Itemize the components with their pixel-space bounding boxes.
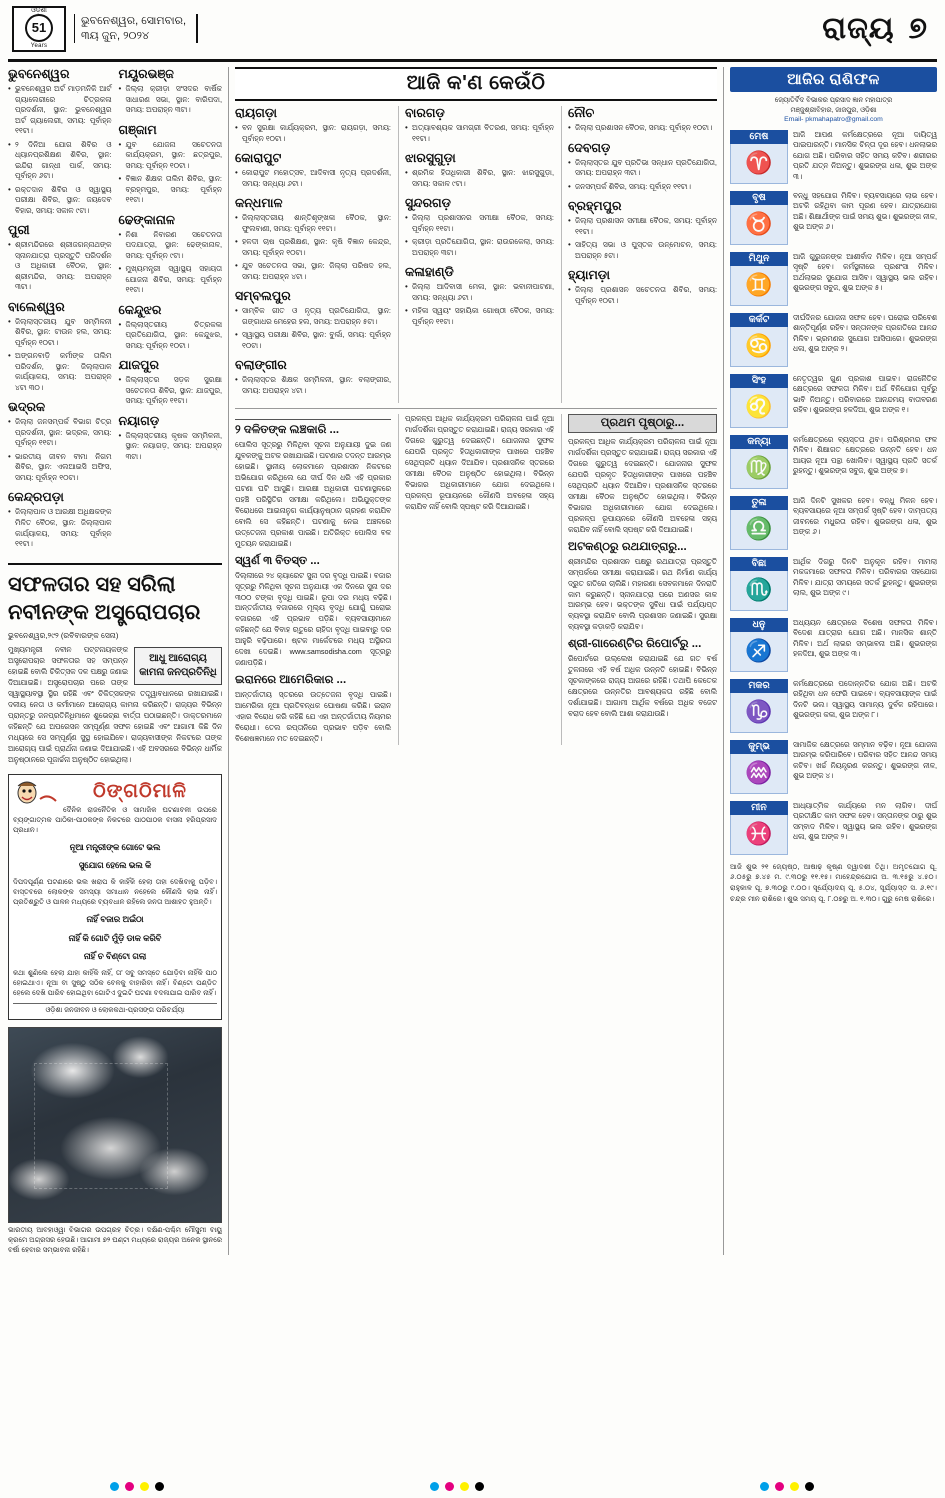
list-item: • ସ୍ୱାସ୍ଥ୍ୟ ପରୀକ୍ଷା ଶିବିର, ସ୍ଥାନ: ବୁର୍ଲା, ସମୟ: ପୂର୍ବାହ୍ନ ୧୦ଟା। <box>235 330 391 351</box>
city-event-list <box>8 240 112 293</box>
city-event-list <box>405 168 554 189</box>
masthead-right <box>822 12 933 46</box>
center-events-columns <box>235 106 717 403</box>
city-block <box>119 303 223 352</box>
list-item: • ବନ ସୁରକ୍ଷା କାର୍ଯ୍ୟକ୍ରମ, ସ୍ଥାନ: ରାୟଗଡ଼ା, ସମୟ: ପୂର୍ବାହ୍ନ ୧୦ଟା। <box>235 123 391 144</box>
city-block <box>8 67 112 216</box>
sign-name: ବୃଷ <box>730 191 788 205</box>
list-item: • ଭାରତୀୟ ଜୀବନ ବୀମା ନିଗମ ଶିବିର, ସ୍ଥାନ: ଏଲଆଇସି ଅଫିସ, ସମୟ: ପୂର୍ବାହ୍ନ ୧୦ଟା। <box>8 452 112 484</box>
city-block <box>119 67 223 116</box>
city-heading: ବାରଗଡ଼ <box>405 106 445 120</box>
sign-badge <box>730 252 788 306</box>
sign-name: ମେଷ <box>730 130 788 144</box>
cartoon-closing: କଥା ଶୁଣିଲେ ହେଲା ଯାହା କାହିଁକି ନାହିଁ, ତା' ସବୁ ସମସ୍ତେ ଯୋଡ଼ିବା ନାହିଁକି ପାଠ ହୋଇଥାଏ। ନୂଆ ବା ସୁଷ୍ଠୁ ସଠିକ ବେଳକୁ ବାହାରିବା ନାହିଁ। ବିଣ୍ଟୋ ପଣ୍ଡିତ ହେଲେ ଦେଖି ପାରିବ ହୋଇଥିବା ଗୋଟିଏ ଦୁଇଟି ଘଟଣା ବଦଳାଯାଇ ପାରିବ ନାହିଁ। <box>13 969 217 997</box>
article-body: ପ୍ରକଳ୍ପ ଆଧିକ କାର୍ଯ୍ୟକ୍ରମ ପରିଚାଳନା ପାଇଁ ନୂଆ ମାର୍ଗଦର୍ଶିକା ପ୍ରସ୍ତୁତ କରାଯାଇଛି। ରାଜ୍ୟ ସରକାର ଏହି ଦିଗରେ ଗୁରୁତ୍ୱ ଦେଇଛନ୍ତି। ଯୋଜନାର ସୁଫଳ ଯେପରି ପ୍ରକୃତ ହିତାଧିକାରୀଙ୍କ ପାଖରେ ପହଞ୍ଚିବ ସେଥିପ୍ରତି ଧ୍ୟାନ ଦିଆଯିବ। ପ୍ରଶାସନିକ ସ୍ତରରେ ସମୀକ୍ଷା ବୈଠକ ଅନୁଷ୍ଠିତ ହୋଇଥିଲା। ବିଭିନ୍ନ ବିଭାଗର ଅଧିକାରୀମାନେ ଯୋଗ ଦେଇଥିଲେ। ପ୍ରକଳ୍ପ ରୂପାୟନରେ କୌଣସି ଅବହେଳା ସହ୍ୟ କରାଯିବ ନାହିଁ ବୋଲି ସ୍ପଷ୍ଟ କରି ଦିଆଯାଇଛି। <box>405 414 554 511</box>
horoscope-sign <box>730 740 937 794</box>
list-item: • ରକ୍ତଦାନ ଶିବିର ଓ ସ୍ୱାସ୍ଥ୍ୟ ପରୀକ୍ଷା ଶିବିର, ସ୍ଥାନ: ଜୟଦେବ ବିହାର, ସମୟ: ସକାଳ ୯ଟା। <box>8 185 112 217</box>
cmyk-group-center <box>430 1482 484 1491</box>
aries-icon: ♈ <box>730 144 788 184</box>
city-event-list <box>405 123 554 144</box>
black-dot <box>805 1482 814 1491</box>
city-heading: ମୟୂରଭଞ୍ଜ <box>118 67 174 81</box>
list-item: • ଶ୍ରୀମନ୍ଦିରରେ ଶ୍ରୀଜଗନ୍ନାଥଙ୍କ ସ୍ନାନଯାତ୍ରା ପ୍ରସ୍ତୁତି ପରିଦର୍ଶନ ଓ ଅଧିକାରୀ ବୈଠକ, ସ୍ଥାନ: ଶ୍ରୀମନ୍ଦିର, ସମୟ: ଅପରାହ୍ନ ୩ଟା। <box>8 240 112 293</box>
masthead <box>8 0 937 62</box>
city-event-list <box>119 140 223 206</box>
city-block <box>405 265 554 327</box>
city-heading: କେନ୍ଦୁଝର <box>118 302 162 317</box>
feature-article <box>8 563 222 766</box>
article-body: ଆନ୍ତର୍ଜାତୀୟ ସ୍ତରରେ ଉତ୍ତେଜନା ବୃଦ୍ଧି ପାଇଛି। ଆମେରିକା ନୂଆ ପ୍ରତିବନ୍ଧକ ଘୋଷଣା କରିଛି। ଇରାନ ଏହାର ବିରୋଧ କରି କହିଛି ଯେ ଏହା ଅନ୍ତର୍ଜାତୀୟ ନିୟମର ବିରୋଧୀ। ତେଲ ରପ୍ତାନିରେ ପ୍ରଭାବ ପଡ଼ିବ ବୋଲି ବିଶେଷଜ୍ଞମାନେ ମତ ଦେଇଛନ୍ତି। <box>235 690 391 743</box>
list-item: • ଜିଲ୍ଲାସ୍ତର ସଡ଼କ ସୁରକ୍ଷା ସଚେତନତା ଶିବିର, ସ୍ଥାନ: ଯାଜପୁର, ସମୟ: ପୂର୍ବାହ୍ନ ୧୧ଟା। <box>119 375 223 407</box>
cyan-dot <box>760 1482 769 1491</box>
city-heading: ନୌଚ <box>568 106 595 120</box>
left-column <box>8 67 222 1255</box>
center-events-col-b <box>398 106 554 403</box>
sign-prediction: ନେତୃତ୍ୱର ଗୁଣ ପ୍ରକାଶ ପାଇବ। ରାଜନୈତିକ କ୍ଷେତ୍ରରେ ସଫଳତା ମିଳିବ। ଅର୍ଥ ବିନିଯୋଗ ପୂର୍ବରୁ ଭାବି ନିଅନ୍ତୁ। ପରିବାରରେ ଆନନ୍ଦମୟ ବାତାବରଣ ରହିବ। ଶୁଭରଙ୍ଗ ହଳଦିଆ, ଶୁଭ ଅଙ୍କ ୧। <box>793 373 937 415</box>
cartoon-credit: ଓଡ଼ିଶା ଜନଜୀବନ ଓ ଲୋକକଥା-ପ୍ରସଙ୍ଗ ପରିଚର୍ଯ୍ୟା <box>13 1003 217 1015</box>
list-item: • ଅଙ୍ଗନବାଡ଼ି କର୍ମୀଙ୍କ ତାଲିମ ପରିଦର୍ଶନ, ସ୍ଥାନ: ଜିଲ୍ଲାପାଳ କାର୍ଯ୍ୟାଳୟ, ସମୟ: ଅପରାହ୍ନ ୪ଟା ୩୦। <box>8 351 112 393</box>
cyan-dot <box>110 1482 119 1491</box>
feature-headline <box>8 563 222 628</box>
city-event-list <box>119 84 223 116</box>
city-block <box>8 400 112 483</box>
black-dot <box>475 1482 484 1491</box>
cartoon-panel <box>8 774 222 1020</box>
sign-badge <box>730 740 788 794</box>
list-item: • ଜିଲ୍ଲାସ୍ତର ଯୁବ ପ୍ରତିଭା ସନ୍ଧାନ ପ୍ରତିଯୋଗିତା, ସମୟ: ଅପରାହ୍ନ ୩ଟା। <box>568 158 717 179</box>
sign-badge <box>730 313 788 367</box>
horoscope-sign <box>730 130 937 184</box>
sign-badge <box>730 679 788 733</box>
city-event-list <box>8 84 112 216</box>
magenta-dot <box>445 1482 454 1491</box>
masthead-left <box>12 6 198 52</box>
city-heading: ନୟାଗଡ଼ <box>118 413 160 428</box>
list-item: • ଜିଲ୍ଲାସ୍ତର ଶିକ୍ଷକ ସମ୍ମିଳନୀ, ସ୍ଥାନ: ବଲାଙ୍ଗୀର, ସମୟ: ଅପରାହ୍ନ ୪ଟା। <box>235 375 391 396</box>
sign-name: ମକର <box>730 679 788 693</box>
gemini-icon: ♊ <box>730 266 788 306</box>
left-events-col-b <box>119 67 223 557</box>
city-block <box>405 151 554 189</box>
taurus-icon: ♉ <box>730 205 788 245</box>
list-item: • ଜିଲ୍ଲା ପ୍ରଶାସନର ସମୀକ୍ଷା ବୈଠକ, ସମୟ: ପୂର୍ବାହ୍ନ ୧୧ଟା। <box>405 213 554 234</box>
sign-badge <box>730 374 788 428</box>
list-item: • ଜିଲ୍ଲାସ୍ତରୀୟ ଶାନ୍ତିଶୃଙ୍ଖଳା ବୈଠକ, ସ୍ଥାନ: ଫୁଲବାଣୀ, ସମୟ: ପୂର୍ବାହ୍ନ ୧୧ଟା। <box>235 213 391 234</box>
city-heading: କନ୍ଧମାଳ <box>235 196 283 211</box>
horoscope-sign <box>730 313 937 367</box>
city-heading: ସମ୍ବଲପୁର <box>235 289 291 304</box>
cmyk-group-left <box>110 1482 164 1491</box>
city-heading: ପୁରୀ <box>8 223 30 238</box>
center-events-col-a <box>235 106 391 403</box>
city-heading: ଗଞ୍ଜାମ <box>118 122 157 137</box>
center-article-col-a <box>235 414 391 745</box>
cartoon-verse-2: ସୁଯୋଗ ହେଲେ ଭଲ କି <box>78 860 152 871</box>
list-item: • ଜନସମ୍ପର୍କ ଶିବିର, ସମୟ: ପୂର୍ବାହ୍ନ ୧୧ଟା। <box>568 182 717 193</box>
sign-badge <box>730 618 788 672</box>
city-heading: ଯାଜପୁର <box>118 358 159 373</box>
left-events-col-a <box>8 67 112 557</box>
astrologer-name: ଜ୍ୟୋତିର୍ବିଦ ବିଭାକର ପ୍ରସାଦ ଜ୍ଞାନ ମହାପାତ୍ର <box>774 97 893 104</box>
satellite-figure <box>8 1027 222 1255</box>
divider <box>235 408 717 409</box>
cyan-dot <box>430 1482 439 1491</box>
city-event-list <box>568 285 717 306</box>
sign-prediction: ଆର୍ଥିକ ଦିଗରୁ ଦିନଟି ଅନୁକୂଳ ରହିବ। ମାମଲା ମକଦ୍ଦମାରେ ସଫଳତା ମିଳିବ। ପରିବାରର ସହଯୋଗ ମିଳିବ। ଯାତ୍ରା ସମୟରେ ସତର୍କ ରୁହନ୍ତୁ। ଶୁଭରଙ୍ଗ ଲାଲ, ଶୁଭ ଅଙ୍କ ୯। <box>793 556 937 598</box>
city-block <box>568 268 717 306</box>
city-event-list <box>119 375 223 407</box>
city-event-list <box>8 507 112 549</box>
city-event-list <box>8 417 112 483</box>
city-block <box>568 141 717 193</box>
list-item: • ନିଶା ନିବାରଣ ସଚେତନତା ପଦଯାତ୍ରା, ସ୍ଥାନ: ଢେଙ୍କାନାଳ, ସମୟ: ପୂର୍ବାହ୍ନ ୯ଟା। <box>119 230 223 262</box>
sign-prediction: ଆଧ୍ୟାତ୍ମିକ କାର୍ଯ୍ୟରେ ମନ ଲାଗିବ। ଦୀର୍ଘ ପ୍ରତୀକ୍ଷିତ କାମ ସଫଳ ହେବ। ସନ୍ତାନଙ୍କ ଠାରୁ ଶୁଭ ସମ୍ବାଦ ମିଳିବ। ସ୍ୱାସ୍ଥ୍ୟ ଭଲ ରହିବ। ଶୁଭରଙ୍ଗ ଧଳା, ଶୁଭ ଅଙ୍କ ୨। <box>793 800 937 842</box>
horoscope-sign <box>730 435 937 489</box>
article-title: ୨ ଦଳିତଙ୍କ ଲଞ୍ଚକାରି ... <box>235 419 391 437</box>
horoscope-sign <box>730 374 937 428</box>
list-item: • ଜିଲ୍ଲାସ୍ତରୀୟ ଚିତ୍ରକଳା ପ୍ରତିଯୋଗିତା, ସ୍ଥାନ: କେନ୍ଦୁଝର, ସମୟ: ପୂର୍ବାହ୍ନ ୧୦ଟା। <box>119 320 223 352</box>
list-item: • ଅତ୍ୟାବଶ୍ୟକ ସାମଗ୍ରୀ ବିତରଣ, ସମୟ: ପୂର୍ବାହ୍ନ ୧୧ଟା। <box>405 123 554 144</box>
cmyk-group-right <box>760 1482 814 1491</box>
article-title: ଇରାନରେ ଆମେରିକାର ... <box>235 674 347 687</box>
article-body: ପ୍ରକଳ୍ପ ଆଧିକ କାର୍ଯ୍ୟକ୍ରମ ପରିଚାଳନା ପାଇଁ ନୂଆ ମାର୍ଗଦର୍ଶିକା ପ୍ରସ୍ତୁତ କରାଯାଇଛି। ରାଜ୍ୟ ସରକାର ଏହି ଦିଗରେ ଗୁରୁତ୍ୱ ଦେଇଛନ୍ତି। ଯୋଜନାର ସୁଫଳ ଯେପରି ପ୍ରକୃତ ହିତାଧିକାରୀଙ୍କ ପାଖରେ ପହଞ୍ଚିବ ସେଥିପ୍ରତି ଧ୍ୟାନ ଦିଆଯିବ। ପ୍ରଶାସନିକ ସ୍ତରରେ ସମୀକ୍ଷା ବୈଠକ ଅନୁଷ୍ଠିତ ହୋଇଥିଲା। ବିଭିନ୍ନ ବିଭାଗର ଅଧିକାରୀମାନେ ଯୋଗ ଦେଇଥିଲେ। ପ୍ରକଳ୍ପ ରୂପାୟନରେ କୌଣସି ଅବହେଳା ସହ୍ୟ କରାଯିବ ନାହିଁ ବୋଲି ସ୍ପଷ୍ଟ କରି ଦିଆଯାଇଛି। <box>568 437 717 534</box>
list-item: • ମହିଳା ସ୍ୱୟଂ ସହାୟିକା ଗୋଷ୍ଠୀ ବୈଠକ, ସମୟ: ପୂର୍ବାହ୍ନ ୧୧ଟା। <box>405 306 554 327</box>
list-item: • ବିଜ୍ଞାନ ଶିକ୍ଷକ ତାଲିମ ଶିବିର, ସ୍ଥାନ: ବ୍ରହ୍ମପୁର, ସମୟ: ପୂର୍ବାହ୍ନ ୧୧ଟା। <box>119 174 223 206</box>
sign-prediction: କର୍ମକ୍ଷେତ୍ରରେ ବ୍ୟସ୍ତତା ଥିବ। ପରିଶ୍ରମର ଫଳ ମିଳିବ। ଶିକ୍ଷାଗତ କ୍ଷେତ୍ରରେ ଉନ୍ନତି ହେବ। ଧନ ଆୟର ନୂଆ ପନ୍ଥା ଖୋଲିବ। ସ୍ୱାସ୍ଥ୍ୟ ପ୍ରତି ସତର୍କ ରୁହନ୍ତୁ। ଶୁଭରଙ୍ଗ ସବୁଜ, ଶୁଭ ଅଙ୍କ ୭। <box>793 434 937 476</box>
city-event-list <box>405 282 554 327</box>
city-block <box>119 123 223 206</box>
anniversary-seal-icon <box>12 6 66 52</box>
city-event-list <box>568 216 717 261</box>
page-grid <box>8 67 937 1255</box>
scorpio-icon: ♏ <box>730 571 788 611</box>
cartoon-verse-1: ନୂଆ ମନ୍ତ୍ରୀଙ୍କ ଗୋଟେ ଭଲ <box>69 841 161 852</box>
list-item: • କ୍ରୀଡ଼ା ପ୍ରତିଯୋଗିତା, ସ୍ଥାନ: ରାଉରକେଲା, ସମୟ: ଅପରାହ୍ନ ୩ଟା। <box>405 237 554 258</box>
left-events-columns <box>8 67 222 557</box>
sign-name: ତୁଳା <box>730 496 788 510</box>
satellite-caption: ଭାରତୀୟ ଆବହାଓ୍ୱା ବିଭାଗର ଉପଗ୍ରହ ଚିତ୍ର। ଦକ୍ଷିଣ-ପଶ୍ଚିମ ମୌସୁମୀ ବାୟୁ କ୍ରମେ ଅଗ୍ରସର ହେଉଛି। ଆଗାମୀ ୭୨ ଘଣ୍ଟା ମଧ୍ୟରେ ରାଜ୍ୟର ଅନେକ ସ୍ଥାନରେ ବର୍ଷା ହେବାର ସମ୍ଭାବନା ରହିଛି। <box>8 1226 223 1254</box>
horoscope-header: ଆଜିର ରାଶିଫଳ <box>730 67 937 92</box>
city-block <box>568 106 717 134</box>
list-item: • ଜିଲ୍ଲା ଆଦିବାସୀ ମେଳା, ସ୍ଥାନ: ଭବାନୀପାଟଣା, ସମୟ: ସନ୍ଧ୍ୟା ୬ଟା। <box>405 282 554 303</box>
yellow-dot <box>460 1482 469 1491</box>
city-block <box>119 213 223 296</box>
seal-number: 51 <box>25 14 53 42</box>
seal-top-label: ଓଡ଼ିଶା <box>31 6 47 14</box>
city-block <box>8 490 112 549</box>
center-article-col-b <box>398 414 554 745</box>
list-item: • ୨ ଦିନିଆ ଯୋଗ ଶିବିର ଓ ଧ୍ୟାନପ୍ରଶିକ୍ଷଣ ଶିବିର, ସ୍ଥାନ: ଇନ୍ଦିରା ଗାନ୍ଧୀ ପାର୍କ, ସମୟ: ପୂର୍ବାହ୍ନ ୬ଟା। <box>8 140 112 182</box>
city-event-list <box>235 123 391 144</box>
article-body: ପୋଲିସ ସୂତ୍ରରୁ ମିଳିଥିବା ସୂଚନା ଅନୁଯାୟୀ ଦୁଇ ଜଣ ଯୁବକଙ୍କୁ ଅଟକ ରଖାଯାଇଛି। ଘଟଣାର ତଦନ୍ତ ଆରମ୍ଭ ହୋଇଛି। ସ୍ଥାନୀୟ ଲୋକମାନେ ପ୍ରଶାସନ ନିକଟରେ ଅଭିଯୋଗ କରିଥିଲେ ଯେ ଦୀର୍ଘ ଦିନ ଧରି ଏହି ପ୍ରକାର ଘଟଣା ଘଟି ଆସୁଛି। ଆରକ୍ଷୀ ଅଧିକାରୀ ଘଟଣାସ୍ଥଳରେ ପହଞ୍ଚି ପରିସ୍ଥିତିର ସମୀକ୍ଷା କରିଥିଲେ। ଅଭିଯୁକ୍ତଙ୍କ ବିରୋଧରେ ଆଇନାନୁଗ କାର୍ଯ୍ୟାନୁଷ୍ଠାନ ଗ୍ରହଣ କରାଯିବ ବୋଲି ସେ କହିଛନ୍ତି। ଘଟଣାକୁ ନେଇ ଅଞ୍ଚଳରେ ଉତ୍ତେଜନା ପ୍ରକାଶ ପାଇଛି। ଅତିରିକ୍ତ ପୋଲିସ ବଳ ମୁତୟନ କରାଯାଇଛି। <box>235 440 391 548</box>
magenta-dot <box>125 1482 134 1491</box>
city-heading: କୋରାପୁଟ <box>235 151 282 166</box>
sign-badge <box>730 435 788 489</box>
article-body: ଦିଲ୍ଲୀରେ ୨୪ କ୍ୟାରେଟ ସୁନା ଦର ବୃଦ୍ଧି ପାଇଛି। ବଜାର ସୂତ୍ରରୁ ମିଳିଥିବା ସୂଚନା ଅନୁଯାୟୀ ଏକ ଦିନରେ ସୁନା ଦର ୩୦୦ ଟଙ୍କା ବୃଦ୍ଧି ପାଇଛି। ରୂପା ଦର ମଧ୍ୟ ବଢ଼ିଛି। ଆନ୍ତର୍ଜାତୀୟ ବଜାରରେ ମୂଲ୍ୟ ବୃଦ୍ଧି ଯୋଗୁଁ ଘରୋଇ ବଜାରରେ ଏହି ପ୍ରଭାବ ପଡ଼ିଛି। ବ୍ୟବସାୟୀମାନେ କହିଛନ୍ତି ଯେ ବିବାହ ଋତୁରେ ଚାହିଦା ବୃଦ୍ଧି ପାଇବାରୁ ଦର ଆହୁରି ବଢ଼ିପାରେ। ଷ୍ଟକ ମାର୍କେଟରେ ମଧ୍ୟ ଅସ୍ଥିରତା ଦେଖା ଦେଇଛି। www.samsodisha.com ସୂତ୍ରରୁ ଜଣାପଡ଼ିଛି। <box>235 570 391 668</box>
sign-badge <box>730 191 788 245</box>
center-articles <box>235 414 717 745</box>
sign-name: କର୍କଟ <box>730 313 788 327</box>
city-block <box>235 289 391 351</box>
capricorn-icon: ♑ <box>730 693 788 733</box>
cartoon-verse-5: ନାହିଁ ଚ ବିଣ୍ଟୋ ଗଲା <box>83 951 147 962</box>
horoscope-column <box>723 67 937 1255</box>
sign-name: କୁମ୍ଭ <box>730 740 788 754</box>
list-item: • ଜିଲ୍ଲା ପ୍ରଶାସନ ସମୀକ୍ଷା ବୈଠକ, ସମୟ: ପୂର୍ବାହ୍ନ ୧୧ଟା। <box>568 216 717 237</box>
city-event-list <box>235 168 391 189</box>
sign-badge <box>730 130 788 184</box>
magenta-dot <box>775 1482 784 1491</box>
list-item: • ଭୁବନେଶ୍ୱର ଅର୍ଟ ମାଡ଼ମନିକି ଆର୍ଟ ଗ୍ୟାଲେରୀରେ ଚିତ୍ରକଳା ପ୍ରଦର୍ଶନୀ, ସ୍ଥାନ: ଭୁବନେଶ୍ୱର ଅର୍ଟ ଗ୍ୟାଲେରୀ, ସମୟ: ପୂର୍ବାହ୍ନ ୧୧ଟା। <box>8 84 112 137</box>
cmyk-registration-bar <box>0 1482 945 1496</box>
city-event-list <box>8 317 112 394</box>
article-title: ଶ୍ରୀ-ଗାରେଣ୍ଟିର ରିପୋର୍ଟରୁ ... <box>568 638 702 651</box>
cancer-icon: ♋ <box>730 327 788 367</box>
center-column <box>228 67 717 1255</box>
city-block <box>119 414 223 463</box>
horoscope-sign <box>730 496 937 550</box>
sign-badge <box>730 496 788 550</box>
city-block <box>8 300 112 394</box>
page-number: ୭ <box>908 11 927 45</box>
city-block <box>235 196 391 282</box>
cartoon-paragraph: ଦିପଦପୂର୍ଣ୍ଣ ଘଟଣାରେ ଭଲ ଖରାପ କି କାହିଁକି ହେଲା ତାହା ଦେଖିବାକୁ ପଡ଼ିବ। ବାସ୍ତବରେ ଲୋକଙ୍କ ସମସ୍ୟା ସମାଧାନ ନହେଲେ କୌଣସି ଲାଭ ନାହିଁ। ପ୍ରତିଶ୍ରୁତି ଓ ପାଳନ ମଧ୍ୟରେ ବ୍ୟବଧାନ ରହିଲେ ଜନତା ଆଶାହତ ହୁଅନ୍ତି। <box>13 878 217 907</box>
cartoon-verse-3: ନାହିଁ ବଜାର ଅଇଁଠା <box>86 914 144 925</box>
city-heading: ଭୁବନେଶ୍ୱର <box>8 67 70 81</box>
yellow-dot <box>140 1482 149 1491</box>
virgo-icon: ♍ <box>730 449 788 489</box>
horoscope-sign <box>730 191 937 245</box>
pisces-icon: ♓ <box>730 815 788 855</box>
sign-prediction: ଅଧ୍ୟୟନ କ୍ଷେତ୍ରରେ ବିଶେଷ ସଫଳତା ମିଳିବ। ବିଦେଶ ଯାତ୍ରାର ଯୋଗ ଅଛି। ମାନସିକ ଶାନ୍ତି ମିଳିବ। ଅର୍ଥ ଲାଭର ସମ୍ଭାବନା ଅଛି। ଶୁଭରଙ୍ଗ ହଳଦିଆ, ଶୁଭ ଅଙ୍କ ୩। <box>793 617 937 659</box>
sign-name: ମୀନ <box>730 801 788 815</box>
edition-place: ଭୁବନେଶ୍ୱର, ସୋମବାର, <box>81 14 187 27</box>
yellow-dot <box>790 1482 799 1491</box>
list-item: • ହଳଦୀ ଚାଷ ପ୍ରଶିକ୍ଷଣ, ସ୍ଥାନ: କୃଷି ବିଜ୍ଞାନ କେନ୍ଦ୍ର, ସମୟ: ପୂର୍ବାହ୍ନ ୧୦ଟା। <box>235 237 391 258</box>
city-block <box>8 223 112 293</box>
cartoon-subtitle: ଦୈନିକ ରାଜନୈତିକ ଓ ସାମାଜିକ ଘଟଣାବଳୀ ଉପରେ ବ୍ୟଙ୍ଗାତ୍ମକ ପାଠିକା-ପାଠକଙ୍କ ନିକଟରେ ପାଠପାଠକ ବାସନା ହରିପ୍ରସାଦ ପ୍ରଧାନ। <box>13 806 217 834</box>
feature-headline-line2: ନବୀନଙ୍କ ଅସ୍ତ୍ରୋପଚାର <box>8 600 201 624</box>
sign-name: ଧନୁ <box>730 618 788 632</box>
city-heading: ବଲାଙ୍ଗୀର <box>235 358 287 373</box>
list-item: • ମୁଖ୍ୟମନ୍ତ୍ରୀ ସ୍ୱାସ୍ଥ୍ୟ ସହାୟତା ଯୋଜନା ଶିବିର, ସମୟ: ପୂର୍ବାହ୍ନ ୧୧ଟା। <box>119 264 223 296</box>
section-title: ରାଜ୍ୟ <box>822 11 895 45</box>
sign-badge <box>730 557 788 611</box>
sign-name: ବିଛା <box>730 557 788 571</box>
city-heading: ରାୟଗଡ଼ା <box>235 106 277 120</box>
center-events-col-c <box>561 106 717 403</box>
article-body: ଶ୍ରୀମନ୍ଦିର ପ୍ରଶାସନ ପକ୍ଷରୁ ରଥଯାତ୍ରା ପ୍ରସ୍ତୁତି ସମ୍ପର୍କରେ ସମୀକ୍ଷା କରାଯାଇଛି। ରଥ ନିର୍ମାଣ କାର୍ଯ୍ୟ ଦ୍ରୁତ ଗତିରେ ଚାଲିଛି। ମହାରଣା ସେବକମାନେ ଦିନରାତି କାମ କରୁଛନ୍ତି। ସ୍ନାନଯାତ୍ରା ପରେ ଅଣସର କାଳ ଆରମ୍ଭ ହେବ। ଭକ୍ତଙ୍କ ସୁବିଧା ପାଇଁ ପର୍ଯ୍ୟାପ୍ତ ବ୍ୟବସ୍ଥା କରାଯିବ ବୋଲି ପ୍ରଶାସନ ଜଣାଇଛି। ସୁରକ୍ଷା ବ୍ୟବସ୍ଥା କଡ଼ାକଡ଼ି କରାଯିବ। <box>568 556 717 632</box>
edition-date: ୩ୟ ଜୁନ, ୨୦୨୪ <box>81 29 150 42</box>
sign-prediction: କର୍ମକ୍ଷେତ୍ରରେ ପଦୋନ୍ନତିର ଯୋଗ ଅଛି। ଅଟକି ରହିଥିବା ଧନ ଫେରି ପାଇବେ। ବ୍ୟବସାୟୀଙ୍କ ପାଇଁ ଦିନଟି ଭଲ। ସ୍ୱାସ୍ଥ୍ୟ ସାମାନ୍ୟ ଦୁର୍ବଳ ରହିପାରେ। ଶୁଭରଙ୍ଗ କଳା, ଶୁଭ ଅଙ୍କ ୮। <box>793 678 937 720</box>
city-event-list <box>119 431 223 463</box>
city-event-list <box>235 375 391 396</box>
list-item: • ଜିଲ୍ଲା ପ୍ରଶାସନ ବୈଠକ, ସମୟ: ପୂର୍ବାହ୍ନ ୧୦ଟା। <box>568 123 717 134</box>
list-item: • ଜିଲ୍ଲା ପ୍ରଶାସନ ସଚେତନତା ଶିବିର, ସମୟ: ପୂର୍ବାହ୍ନ ୧୦ଟା। <box>568 285 717 306</box>
city-heading: ଝାରସୁଗୁଡ଼ା <box>405 151 456 166</box>
sign-prediction: ଦୀର୍ଘଦିନର ଯୋଜନା ସଫଳ ହେବ। ଘରୋଇ ପରିବେଶ ଶାନ୍ତିପୂର୍ଣ୍ଣ ରହିବ। ସନ୍ତାନଙ୍କ ପ୍ରଗତିରେ ଆନନ୍ଦ ମିଳିବ। ଭ୍ରମଣର ସୁଯୋଗ ଆସିପାରେ। ଶୁଭରଙ୍ଗ ଧଳା, ଶୁଭ ଅଙ୍କ ୨। <box>793 312 937 354</box>
city-event-list <box>119 320 223 352</box>
city-block <box>568 199 717 261</box>
article-title: ସ୍ୱର୍ଣ ୩ ବିତସ୍ତ ... <box>235 554 320 567</box>
city-event-list <box>405 213 554 258</box>
sign-prediction: ଆଜି ଆପଣ କର୍ମକ୍ଷେତ୍ରରେ ନୂଆ ଦାୟିତ୍ୱ ପାଇପାରନ୍ତି। ମାନସିକ ଚିନ୍ତା ଦୂର ହେବ। ଧନଲାଭର ଯୋଗ ଅଛି। ପରିବାର ସହିତ ସମୟ କଟିବ। ଶରୀରର ପ୍ରତି ଯତ୍ନ ନିଅନ୍ତୁ। ଶୁଭରଙ୍ଗ ଧଳା, ଶୁଭ ଅଙ୍କ ୩। <box>793 129 937 181</box>
feature-dateline: ଭୁବନେଶ୍ୱର,୨୯୨ (ରବିବାରଙ୍କ ସେନା) <box>8 631 119 641</box>
events-banner-title: ଆଜି କ'ଣ କେଉଁଠି <box>406 72 546 94</box>
city-event-list <box>235 306 391 351</box>
astrologer-email[interactable]: Email- pkmahapatro@gmail.com <box>784 116 883 124</box>
sign-prediction: ଆଜି ଦିନଟି ସୁଖକର ହେବ। ବନ୍ଧୁ ମିଳନ ହେବ। ବ୍ୟବସାୟରେ ନୂଆ ସମ୍ପର୍କ ସୃଷ୍ଟି ହେବ। ଦାମ୍ପତ୍ୟ ଜୀବନରେ ମଧୁରତା ରହିବ। ଶୁଭରଙ୍ଗ ଧଳା, ଶୁଭ ଅଙ୍କ ୬। <box>793 495 937 537</box>
city-event-list <box>119 230 223 296</box>
city-heading: ଢେଙ୍କାନାଳ <box>118 212 175 227</box>
city-heading: ବ୍ରହ୍ମପୁର <box>568 199 622 214</box>
sign-name: ମିଥୁନ <box>730 252 788 266</box>
city-heading: ଦେବଗଡ଼ <box>568 140 611 155</box>
city-heading: ସୁନ୍ଦରଗଡ଼ <box>405 196 451 211</box>
list-item: • କୋରାପୁଟ ମହୋତ୍ସବ, ଆଦିବାସୀ ନୃତ୍ୟ ପ୍ରଦର୍ଶନୀ, ସମୟ: ସନ୍ଧ୍ୟା ୬ଟା। <box>235 168 391 189</box>
cartoon-title: ଠିଙ୍ଗଠିମାଳି <box>93 780 187 802</box>
list-item: • ଯୁବ ସଚେତନତା ସଭା, ସ୍ଥାନ: ଜିଲ୍ଲା ପରିଷଦ ହଲ, ସମୟ: ଅପରାହ୍ନ ୪ଟା। <box>235 261 391 282</box>
city-block <box>235 106 391 144</box>
aquarius-icon: ♒ <box>730 754 788 794</box>
leo-icon: ♌ <box>730 388 788 428</box>
jump-from-page-one-label: ପ୍ରଥମ ପୃଷ୍ଠାରୁ... <box>568 414 717 433</box>
city-event-list <box>568 123 717 134</box>
panchang-footer: ଆଜି ଶୁଭ ୨୧ ଜ୍ୟେଷ୍ଠ, ଆଷାଢ଼ କୃଷ୍ଣ ଦ୍ୱାଦଶୀ ତିଥି। ଅମୃତଯୋଗ ପୂ. ୬.୦୫ରୁ ୭.୪୫ ମ. ୯.୩୦ରୁ ୧୧.୧୫। ମାହେନ୍ଦ୍ରଯୋଗ ଅ. ୩.୧୫ରୁ ୪.୫୦। ରାହୁକାଳ ପୂ. ୭.୩୦ରୁ ୯.୦୦। ସୂର୍ଯ୍ୟୋଦୟ ପୂ. ୫.୦୪, ସୂର୍ଯ୍ୟାସ୍ତ ସ. ୬.୧୯। ଚନ୍ଦ୍ର ମୀନ ରାଶିରେ। ଶୁଭ ସମୟ ପୂ. ୮.୦୭ରୁ ଅ. ୧.୩୦। ଗୁରୁ ମେଷ ରାଶିରେ। <box>730 861 937 903</box>
city-heading: ଭଦ୍ରକ <box>8 400 46 415</box>
feature-headline-line1: ସଫଳତାର ସହ ସରିଲା <box>8 572 176 596</box>
horoscope-sign <box>730 557 937 611</box>
sign-prediction: ସାମାଜିକ କ୍ଷେତ୍ରରେ ସମ୍ମାନ ବଢ଼ିବ। ନୂଆ ଯୋଜନା ଆରମ୍ଭ କରିପାରିବେ। ପରିବାର ସହିତ ଆନନ୍ଦ ସମୟ କଟିବ। ଖର୍ଚ୍ଚ ନିୟନ୍ତ୍ରଣ କରନ୍ତୁ। ଶୁଭରଙ୍ଗ ନୀଳ, ଶୁଭ ଅଙ୍କ ୪। <box>793 739 937 781</box>
feature-body: ମୁଖ୍ୟମନ୍ତ୍ରୀ ନବୀନ ପଟ୍ଟନାୟକଙ୍କ ଅସ୍ତ୍ରୋପଚାର ସଫଳତାର ସହ ସମ୍ପନ୍ନ ହୋଇଛି ବୋଲି ଚିକିତ୍ସକ ଦଳ ପକ୍ଷରୁ ଜଣାଇ ଦିଆଯାଇଛି। ଅସ୍ତ୍ରୋପଚାର ପରେ ତାଙ୍କ ସ୍ୱାସ୍ଥ୍ୟାବସ୍ଥା ସ୍ଥିର ରହିଛି ଏବଂ ଚିକିତ୍ସକଙ୍କ ତତ୍ତ୍ୱାବଧାନରେ ରଖାଯାଇଛି। ଦଳୀୟ ନେତା ଓ କର୍ମୀମାନେ ଆରୋଗ୍ୟ କାମନା କରିଛନ୍ତି। ରାଜ୍ୟର ବିଭିନ୍ନ ପ୍ରାନ୍ତରୁ ଜନପ୍ରତିନିଧିମାନେ ଶୁଭେଚ୍ଛା ବାର୍ତ୍ତା ପଠାଇଛନ୍ତି। ଡାକ୍ତରମାନେ କହିଛନ୍ତି ଯେ ଅପରେସନ ସମ୍ପୂର୍ଣ୍ଣ ସଫଳ ହୋଇଛି ଏବଂ ଆଗାମୀ କିଛି ଦିନ ମଧ୍ୟରେ ସେ ସମ୍ପୂର୍ଣ୍ଣ ସୁସ୍ଥ ହୋଇଯିବେ। ରାଜ୍ୟବାସୀଙ୍କ ନିକଟରେ ତାଙ୍କ ଆରୋଗ୍ୟ ପାଇଁ ପ୍ରାର୍ଥନା ଜଣାଇ ଦିଆଯାଇଛି। ଏହି ଅବସରରେ ବିଭିନ୍ନ ଧାର୍ମିକ ଅନୁଷ୍ଠାନରେ ପୂଜାର୍ଚ୍ଚନା ଅନୁଷ୍ଠିତ ହୋଇଥିଲା। <box>8 645 222 764</box>
satellite-image <box>8 1027 222 1223</box>
list-item: • ଶ୍ରମିକ ହିତାଧିକାରୀ ଶିବିର, ସ୍ଥାନ: ଝାରସୁଗୁଡ଼ା, ସମୟ: ସକାଳ ୯ଟା। <box>405 168 554 189</box>
list-item: • ସାମ୍ବିକ ଗୀତ ଓ ନୃତ୍ୟ ପ୍ରତିଯୋଗିତା, ସ୍ଥାନ: ଗଙ୍ଗାଧର ମେହେର ହଲ, ସମୟ: ଅପରାହ୍ନ ୫ଟା। <box>235 306 391 327</box>
list-item: • ସାହିତ୍ୟ ସଭା ଓ ପୁସ୍ତକ ଉନ୍ମୋଚନ, ସମୟ: ଅପରାହ୍ନ ୫ଟା। <box>568 240 717 261</box>
horoscope-sign <box>730 679 937 733</box>
pull-quote-box: ଆଧୁ ଆରୋଗ୍ୟ କାମନା ଜନପ୍ରତିନିଧି <box>134 647 222 685</box>
libra-icon: ♎ <box>730 510 788 550</box>
city-event-list <box>568 158 717 193</box>
events-banner <box>235 67 717 101</box>
cartoon-verse-4: ନାହିଁ କି ଗୋଟି ମୁଁଡ଼ି ଡାକ କରିବି <box>68 932 162 943</box>
horoscope-sign <box>730 801 937 855</box>
city-heading: କଳାହାଣ୍ଡି <box>405 265 454 280</box>
horoscope-byline <box>732 96 935 125</box>
cartoon-face-icon <box>13 779 59 813</box>
list-item: • ଜିଲ୍ଲାପାଳ ଓ ଆରକ୍ଷୀ ଅଧିକ୍ଷକଙ୍କ ମିଳିତ ବୈଠକ, ସ୍ଥାନ: ଜିଲ୍ଲାପାଳ କାର୍ଯ୍ୟାଳୟ, ସମୟ: ପୂର୍ବାହ୍ନ ୧୧ଟା। <box>8 507 112 549</box>
city-block <box>235 151 391 189</box>
city-heading: ହ୍ୟାମଡ଼ା <box>568 268 610 283</box>
list-item: • ଜିଲ୍ଲା ଜନସମ୍ପର୍କ ବିଭାଗ ଚିତ୍ର ପ୍ରଦର୍ଶନୀ, ସ୍ଥାନ: ଭଦ୍ରକ, ସମୟ: ପୂର୍ବାହ୍ନ ୧୧ଟା। <box>8 417 112 449</box>
list-item: • ଜିଲ୍ଲା କ୍ରୀଡ଼ା ସଂସଦର ବାର୍ଷିକ ସାଧାରଣ ସଭା, ସ୍ଥାନ: ବାରିପଦା, ସମୟ: ଅପରାହ୍ନ ୩ଟା। <box>119 84 223 116</box>
sign-prediction: ବନ୍ଧୁ ସହଯୋଗ ମିଳିବ। ବ୍ୟବସାୟରେ ଲାଭ ହେବ। ଅଟକି ରହିଥିବା କାମ ପୂରଣ ହେବ। ଯାତ୍ରାଯୋଗ ଅଛି। ଶିକ୍ଷାର୍ଥୀଙ୍କ ପାଇଁ ସମୟ ଶୁଭ। ଶୁଭରଙ୍ଗ ନୀଳ, ଶୁଭ ଅଙ୍କ ୬। <box>793 190 937 232</box>
black-dot <box>155 1482 164 1491</box>
article-body: ରିପୋର୍ଟରେ ଉଲ୍ଲେଖ କରାଯାଇଛି ଯେ ଗତ ବର୍ଷ ତୁଳନାରେ ଏହି ବର୍ଷ ଅଧିକ ଉନ୍ନତି ହୋଇଛି। ବିଭିନ୍ନ ସୂଚକାଙ୍କରେ ରାଜ୍ୟ ଆଗରେ ରହିଛି। ତଥାପି କେତେକ କ୍ଷେତ୍ରରେ ଉନ୍ନତିର ଆବଶ୍ୟକତା ରହିଛି ବୋଲି ଦର୍ଶାଯାଇଛି। ଆଗାମୀ ଆର୍ଥିକ ବର୍ଷରେ ଅଧିକ ବଜେଟ ବରାଦ ହେବ ବୋଲି ଆଶା କରାଯାଉଛି। <box>568 654 717 718</box>
city-block <box>405 106 554 144</box>
city-heading: ବାଲେଶ୍ୱର <box>8 299 65 314</box>
center-article-col-c <box>561 414 717 745</box>
article-title: ଅଟକଣ୍ଠରୁ ରଥଯାତ୍ରାରୁ... <box>568 540 687 553</box>
sign-badge <box>730 801 788 855</box>
list-item: • ଜିଲ୍ଲାସ୍ତରୀୟ ଯୁବ ସମ୍ମିଳନୀ ଶିବିର, ସ୍ଥାନ: ଟାଉନ ହଲ, ସମୟ: ପୂର୍ବାହ୍ନ ୧୦ଟା। <box>8 317 112 349</box>
city-block <box>405 196 554 258</box>
city-event-list <box>235 213 391 282</box>
sagittarius-icon: ♐ <box>730 632 788 672</box>
seal-years-label: Years <box>30 43 48 50</box>
horoscope-sign <box>730 252 937 306</box>
horoscope-sign <box>730 618 937 672</box>
list-item: • ଜିଲ୍ଲାସ୍ତରୀୟ କୃଷକ ସମ୍ମିଳନୀ, ସ୍ଥାନ: ନୟାଗଡ଼, ସମୟ: ଅପରାହ୍ନ ୩ଟା। <box>119 431 223 463</box>
city-block <box>235 358 391 396</box>
sign-prediction: ଆଜି ଗୁରୁଜନଙ୍କ ଆଶୀର୍ବାଦ ମିଳିବ। ନୂଆ ସମ୍ପର୍କ ସୃଷ୍ଟି ହେବ। କର୍ମସ୍ଥଳୀରେ ପ୍ରଶଂସା ମିଳିବ। ଅର୍ଥଲାଭର ସୁଯୋଗ ଆସିବ। ସ୍ୱାସ୍ଥ୍ୟ ଭଲ ରହିବ। ଶୁଭରଙ୍ଗ ସବୁଜ, ଶୁଭ ଅଙ୍କ ୫। <box>793 251 937 293</box>
city-heading: କେନ୍ଦ୍ରପଡ଼ା <box>8 490 64 505</box>
list-item: • ଯୁବ ଯୋଜନା ସଚେତନତା କାର୍ଯ୍ୟକ୍ରମ, ସ୍ଥାନ: ଛତ୍ରପୁର, ସମୟ: ପୂର୍ବାହ୍ନ ୧୦ଟା। <box>119 140 223 172</box>
sign-name: କନ୍ୟା <box>730 435 788 449</box>
edition-dateline <box>74 14 198 44</box>
city-block <box>119 358 223 407</box>
sign-name: ସିଂହ <box>730 374 788 388</box>
astrologer-address: ମଞ୍ଜୁଶ୍ରୀବିହାର, ଜାଜପୁର, ଓଡ଼ିଶା <box>790 106 877 114</box>
